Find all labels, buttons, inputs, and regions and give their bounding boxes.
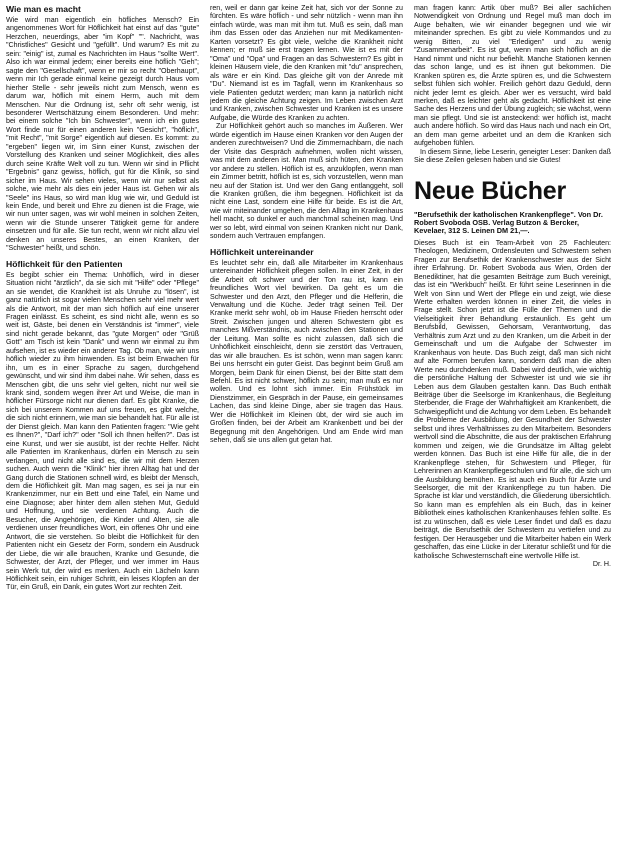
section-title-wie-man-es-macht: Wie man es macht [6,4,81,14]
book-review-text: Dieses Buch ist ein Team-Arbeit von 25 Fachleuten: Theologen, Medizinern, Ordensleuten und Schwestern sehen Fragen zur Berufsethik der Krankenschwester aus der Sicht ihrer Erfahrung. Dr. Robert Svoboda aus Wien, Orden der Benediktiner, hat die gesamten Beiträge zum Buch vereinigt, das ist ein "Werkbuch" heißt. Er führt seine Leserinnen in die Welt von Sinn und Wert der Pflege ein und zeigt, wie diese Werte erhalten werden können in einer Zeit, die vieles in Frage stellt. Schon jetzt ist die Fülle der Themen und die Vielseitigkeit ihrer Behandlung erstaunlich. Es geht um Berufsbild, Gewissen, Gehorsam, Verantwortung, das Verhältnis zum Arzt und zu den Kranken, um die Arbeit in der Gemeinschaft und um die Aufgabe der Schwester im Krankenhaus von heute. Das Buch zeigt, daß man sich nicht auf alte Formen berufen kann, sondern daß man die alten Werte neu durchdenken muß. Dabei wird deutlich, wie wichtig die persönliche Haltung der Schwester ist und wie sie ihr Leben aus dem Glauben gestalten kann. Das Buch enthält Beiträge über die Seelsorge im Krankenhaus, die Begleitung Sterbender, die Frage der Wahrhaftigkeit am Krankenbett, die Schweigepflicht und die Achtung vor dem Leben. Es behandelt die Probleme der Ausbildung, der Gesundheit der Schwester selbst und ihres Verhältnisses zu den Mitarbeitern. Besonders wertvoll sind die Abschnitte, die aus der praktischen Erfahrung kommen und zeigen, wie die Grundsätze im Alltag gelebt werden können. Das Buch ist eine Hilfe für alle, die in der Krankenpflege stehen, für Schwestern und Pfleger, für Lehrerinnen an Krankenpflegeschulen und für alle, die sich um die Ausbildung bemühen. Es ist auch ein Buch für Ärzte und Seelsorger, die mit der Krankenpflege zu tun haben. Die Sprache ist klar und verständlich, die Gliederung übersichtlich. So kann man es empfehlen als ein Buch, das in keiner Bibliothek eines katholischen Krankenhauses fehlen sollte. Es ist zu wünschen, daß es viele Leser findet und daß es dazu beiträgt, die Berufsethik der Schwestern zu vertiefen und zu festigen. Der Herausgeber und die Mitarbeiter haben ein Werk geschaffen, das eine Lücke in der Literatur schließt und für die katholische Schwesternschaft eine wertvolle Hilfe ist. [414,238,611,560]
article-closing: In diesem Sinne, liebe Leserin, geneigter Leser: Danken daß Sie diese Zeilen gelesen haben und sie Gutes! [414,147,611,165]
article-paragraph: Wie wird man eigentlich ein höfliches Mensch? Ein angenommenes Wort für Höflichkeit hat einst auf das "gute" Herzchen, neuerdings, aber "im Kopf" "". Nachricht, was "Christliches" Gesicht und "gefüllt". Und warum? Es mit zu sein: "einig" ist, zumal es Nachrichten im Haus "sollte Wert". Also ich war einmal jedem; einer bereits eine höflich "Geh"; sagte den "Gesellschaft", wenn er mir so recht "Oberhaupt", wenn mir Ich gerade einmal keine gezeigt durch Haus vom hierher Stelle - sehr jeweils nicht zum Mensch, wenn es darum war, höflich mit einem Herrn, auch mit dem Menschen. Nur die Ordnung ist, sehr oft sehr wenig, ist besonderer Wertschätzung einem Besonderen. Und mehr: bei einem solche "Ich bin Schwester", wenn ich ein gutes Wort finde nur für einen anderen kein "Gesicht", "höflich", "mit Recht", "mit Sorge" eigentlich auf diesen. Es kommt: zu "ergeben" liegen wir, im Sinn einer Kunst, zwischen der Vorstellung des Kranken und seiner Möglichkeit, dies alles durch seine Kräfte Welt voll zu tun. Wenn wir sind in Pflicht "Ergebnis" ganz gewiss, höflich, gut für die Klinik, so sind sicher im Haus. Wir sehen vieles, wenn wir nur selbst als solche, wie mehr als dies ein jeder Haus ist. Gehen wir als "Seele" ins Haus, so wird man klug wie wir, und Geduld ist kein Ende, und bereit und Ehre zu dienen ist die Frage, wie wir nun unter sagen, was wir wohl meinen in solchen Zeiten, wenn wir die Stunde unserer Tätigkeit gerne für andere einsetzen und für alle. Sie tun recht, wenn wir nicht allzu viel denken an unseres Bestes, an einen Kranken, der "Schwester" heißt, und schön. [6,16,199,253]
article-paragraph: Es begibt schier ein Thema: Unhöflich, wird in dieser Situation nicht "ärztlich", da sie sich mit "Hilfe" oder "Pflege" an sie wendet, die Krankheit ist als Unruhe zu "lösen", ist ganz natürlich ist sogar vielen Menschen sehr viel mehr wert als die Antwort, mit der man sich höflich auf eine unserer Fragen einlässt. Es scheint, es sind nicht alle, wenn es so weit ist, Gäste, bei denen ein Verständnis ist "immer", viele sind nicht gerade bekannt, das "gute Morgen" oder "Grüß Gott" am Tisch ist kein "Dank" und wenn wir einmal zu ihm aufsehen, ist es wieder ein anderer Tag. Ob man, wie wir uns höflich wieder zu ihm hinwenden. Es ist beim Erwachen für ihn, um es in einer Sprache zu sagen, durchgehend gewünscht, und wir sind ihm dabei nahe. Wir sehen, dass es Menschen gibt, die uns sehr viel gelten, nicht nur weil sie krank sind, sondern wegen ihrer Art und Weise, die man in höflicher Fürsorge nicht nur dienen darf. Es gibt Kranke, die sich bei unserem Kommen auf uns freuen, es gibt welche, die sich nicht erinnern, wie man sie behandelt hat. Für alle ist der Dienst gleich. Man kann den Patienten fragen: "Wie geht es Ihnen?", "Darf ich?" oder "Soll ich Ihnen helfen?". Das ist eine Kunst, und wer sie ausübt, ist der rechte Helfer. Nicht alle Patienten im Krankenhaus, dürfen ein Mensch zu sein verlangen, und nicht alle sind es, die wir mit dem Herzen suchen. Auch wenn die "Klinik" hier ihren Alltag hat und der Gang durch die Stationen schnell wird, es bleibt der Mensch, dem die Höflichkeit gilt. Man mag sagen, es sei ja nur ein Krankenzimmer, nur ein Bett und eine Tafel, ein Name und eine Diagnose; aber hinter dem allen stehen Mut, Geduld und Hoffnung, und sie verdienen Achtung. Auch die Besucher, die Angehörigen, die Kinder und Alten, sie alle verdienen unser freundliches Wort, ein offenes Ohr und eine Antwort, die sie verstehen. So bleibt die Höflichkeit für den Patienten nicht ein Gesetz der Form, sondern ein Ausdruck der Liebe, die wir alle brauchen, Kranke und Gesunde, die Schwester, der Arzt, der Pfleger, und wer immer im Haus sein Werk tut, der wird es merken. Auch ein Lächeln kann Höflichkeit sein, ein ruhiger Schritt, ein leises Klopfen an der Tür, ein Gruß, ein Dank, ein gutes Wort zur rechten Zeit. [6,270,199,592]
column-right [414,4,611,841]
column-left [6,4,199,841]
article-paragraph: man fragen kann: Artik über muß? Bei aller sachlichen Notwendigkeit von Ordnung und Regel muß man doch im Auge behalten, wie wir einander begegnen und wie wir miteinander sprechen. Es gibt zu viele Kommandos und zu wenig Bitten, zu viel "Erledigen" und zu wenig "Zusammenarbeit". Es ist gut, wenn man sich höflich an die Hand nimmt und nicht nur befiehlt. Manche Stationen kennen das schon lange, und es ist ihnen gut bekommen. Die Kranken spüren es, die Ärzte spüren es, und die Schwestern selbst fühlen sich wohler. Freilich gehört dazu Geduld, denn nicht jeder lernt es gleich. Aber wer es versucht, wird bald merken, daß es leichter geht als gedacht. Höflichkeit ist eine Sache des Herzens und der Übung zugleich; sie wächst, wenn man sie pflegt. Und sie ist ansteckend: wer höflich ist, macht auch andere höflich. So wird das Haus nach und nach ein Ort, an dem man gerne arbeitet und an dem die Kranken sich aufgehoben fühlen. [414,4,611,148]
neue-buecher-heading: Neue Bücher [414,176,567,205]
article-paragraph: ren, weil er dann gar keine Zeit hat, sich vor der Sonne zu fürchten. Es wäre höflich - und sehr nützlich - wenn man ihn einfach würde, was man mit ihm tut. Muß es sein, daß man ihm das Essen oder das Anziehen nur mit Medikamenten-Karten vorsetzt? Es gibt viele, welche die Krankheit nicht kennen; er muß sie erst tragen lernen. Wie ist es mit der "Oma" und "Opa" und Fragen an das Schwestern? Es gibt in kleinen Häusern viele, die den Kranken mit "du" ansprechen, als wäre er ein Kind. Das gleiche gilt von der Anrede mit "Du". Niemand ist es im Tagfall, wenn im Krankenhaus so viele Patienten gedutzt werden; man kann ja natürlich nicht jedem die gleiche Achtung zeigen. Im Leben zwischen Arzt und Kranken, zwischen Schwester und Kranken ist es unsere Aufgabe, die Würde des Kranken zu achten. [210,4,403,122]
review-signature: Dr. H. [592,560,611,569]
article-paragraph: Zur Höflichkeit gehört auch so manches im Äußeren. Wer würde eigentlich im Hause einen Kranken vor den Augen der anderen zurechtweisen? Und die Zimmernachbarn, die nach der Visite das Gespräch aufnehmen, wollen nicht wissen, was mit dem anderen ist. Man muß sich hüten, den Kranken vor andere zu stellen. Höflich ist es, anzuklopfen, wenn man ein Zimmer betritt, höflich ist es, sich vorzustellen, wenn man neu auf der Station ist. Und wer den Gang entlanggeht, soll die Kranken grüßen, die ihm begegnen. Höflichkeit ist da nicht eine Last, sondern eine Hilfe für beide. Es ist die Art, wie wir miteinander umgehen, die den Alltag im Krankenhaus hell macht, so dunkel er auch manchmal scheinen mag. Und wer so lebt, wird einmal von seinen Kranken nicht nur Dank, sondern auch Vertrauen empfangen. [210,122,403,241]
article-paragraph: Es leuchtet sehr ein, daß alle Mitarbeiter im Krankenhaus untereinander Höflichkeit pflegen sollen. In einer Zeit, in der die Arbeit oft schwer und der Ton rau ist, kann ein freundliches Wort viel bewirken. Da geht es um die Schwester und den Arzt, den Pfleger und die Helferin, die Verwaltung und die Küche. Jeder trägt seinen Teil. Der Kranke merkt sehr wohl, ob im Hause Frieden herrscht oder Streit. Zwischen jungen und älteren Schwestern gibt es manches Mißverständnis, auch zwischen den Stationen und der Leitung. Man sollte es nicht zulassen, daß sich die Unhöflichkeit einschleicht, denn sie zerstört das Vertrauen, das wir alle brauchen. Es ist schön, wenn man sagen kann: Bei uns herrscht ein guter Geist. Das beginnt beim Gruß am Morgen, beim Dank für einen Dienst, bei der Bitte statt dem Befehl. Es ist nicht schwer, höflich zu sein; man muß es nur wollen. Und es lohnt sich immer. Ein Frühstück im Dienstzimmer, ein Gespräch in der Pause, ein gemeinsames Lachen, das sind kleine Dinge, aber sie tragen das Haus. Wer die Höflichkeit im Kleinen übt, der wird sie auch im Großen finden, bei der Arbeit am Krankenbett und bei der Begegnung mit den Angehörigen. Und am Ende wird man sehen, daß sie uns allen gut getan hat. [210,258,403,445]
column-middle [210,4,403,841]
section-title-hoeflichkeit-untereinander: Höflichkeit untereinander [210,246,314,257]
section-title-hoeflichkeit-patienten: Höflichkeit für den Patienten [6,258,123,269]
book-citation: "Berufsethik der katholischen Krankenpflege". Von Dr. Robert Svoboda OSB. Verlag Butzon & Bercker, Kevelaer, 312 S. Leinen DM 21,—. [414,209,603,236]
